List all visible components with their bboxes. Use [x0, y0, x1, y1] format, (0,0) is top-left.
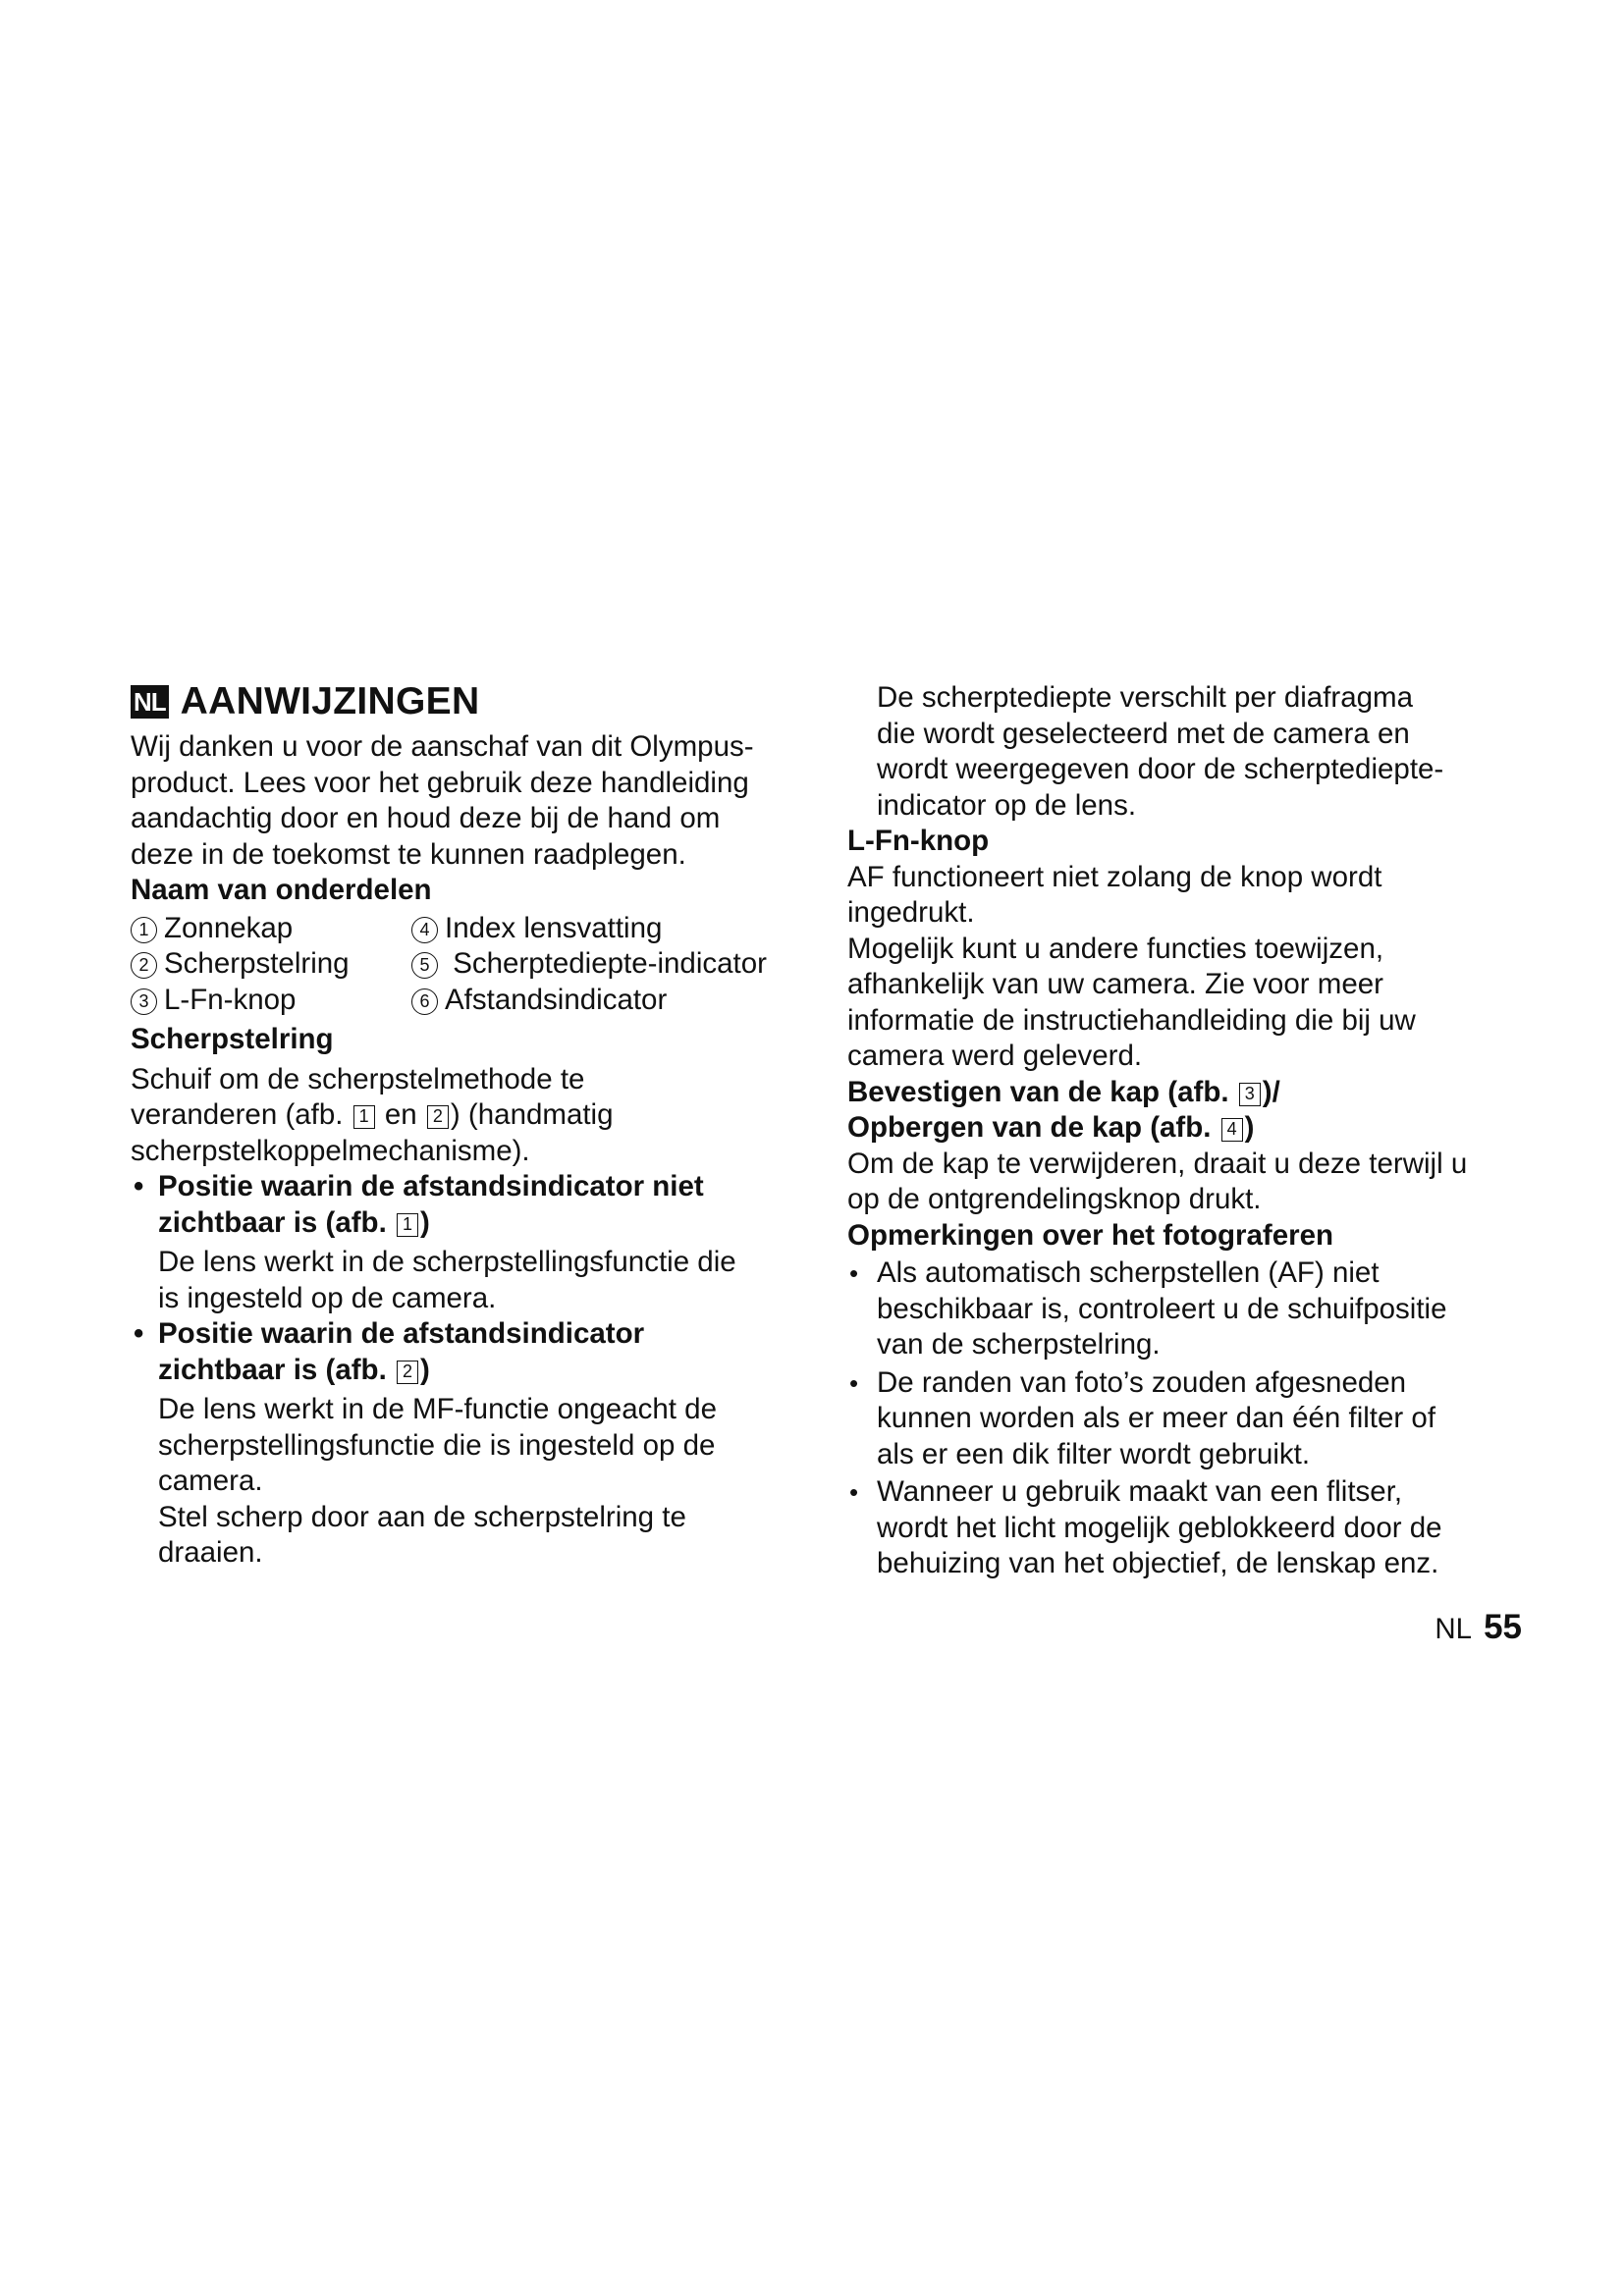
bullet-body-line: is ingesteld op de camera. — [158, 1281, 497, 1314]
bullet-heading-line: • Positie waarin de afstandsindicator — [158, 1317, 645, 1350]
ring-text: veranderen (afb. — [131, 1098, 344, 1131]
continued-line: De scherptediepte verschilt per diafragma — [877, 681, 1414, 714]
figure-ref: 1 — [397, 1213, 418, 1237]
lfn-paragraph — [847, 860, 1525, 1075]
note-line: • De randen van foto’s zouden afgesneden — [877, 1365, 1407, 1399]
cap-heading-text: ) — [1244, 1111, 1255, 1144]
parts-list — [131, 911, 818, 1019]
part-item — [131, 983, 411, 1019]
note-line: • Als automatisch scherpstellen (AF) niet — [877, 1256, 1380, 1289]
part-number: 6 — [411, 988, 438, 1015]
cap-heading — [847, 1075, 1525, 1147]
cap-heading-text: Bevestigen van de kap (afb. — [847, 1075, 1229, 1108]
figure-ref: 4 — [1221, 1118, 1243, 1142]
bullet-body-line: draaien. — [158, 1536, 263, 1569]
ring-paragraph — [131, 1062, 818, 1170]
figure-ref: 2 — [397, 1361, 418, 1384]
bullet-body-line: De lens werkt in de MF-functie ongeacht de — [158, 1393, 717, 1425]
note-line: als er een dik filter wordt gebruikt. — [877, 1437, 1311, 1470]
page-footer — [1435, 1608, 1522, 1647]
note-item — [847, 1255, 1525, 1363]
cap-paragraph — [847, 1147, 1525, 1218]
title-text: AANWIJZINGEN — [180, 680, 480, 722]
ring-line — [131, 1097, 818, 1134]
right-column — [847, 680, 1525, 1582]
cap-heading-line — [847, 1075, 1525, 1111]
ring-line: Schuif om de scherpstelmethode te — [131, 1062, 585, 1095]
part-item — [411, 911, 818, 947]
note-item — [847, 1474, 1525, 1582]
continued-paragraph — [847, 680, 1525, 824]
footer-language: NL — [1435, 1613, 1473, 1645]
part-item — [411, 946, 818, 983]
ring-line: scherpstelkoppelmechanisme). — [131, 1134, 530, 1167]
part-item — [131, 946, 411, 983]
part-label: Scherptediepte-indicator — [445, 947, 767, 980]
ring-heading: Scherpstelring — [131, 1023, 334, 1055]
ring-text: ) (handmatig — [450, 1098, 614, 1131]
bullet-heading — [131, 1169, 818, 1241]
intro-line: aandachtig door en houd deze bij de hand om — [131, 802, 721, 834]
lfn-line: camera werd geleverd. — [847, 1040, 1143, 1072]
part-label: Zonnekap — [164, 911, 294, 944]
lfn-line: AF functioneert niet zolang de knop wordt — [847, 860, 1382, 893]
lfn-line: Mogelijk kunt u andere functies toewijzen, — [847, 932, 1384, 965]
bullet-body-line: Stel scherp door aan de scherpstelring te — [158, 1500, 686, 1533]
part-number: 1 — [131, 917, 157, 943]
bullet-heading-line — [158, 1205, 818, 1242]
parts-heading: Naam van onderdelen — [131, 874, 432, 906]
bullet-heading-text: ) — [419, 1353, 430, 1386]
continued-line: wordt weergegeven door de scherptediepte- — [877, 753, 1444, 785]
part-label: Scherpstelring — [164, 947, 350, 980]
cap-line: op de ontgrendelingsknop drukt. — [847, 1183, 1262, 1215]
bullet-body-line: De lens werkt in de scherpstellingsfunctie die — [158, 1246, 736, 1278]
cap-line: Om de kap te verwijderen, draait u deze terwijl u — [847, 1147, 1468, 1180]
cap-heading-text: )/ — [1262, 1075, 1280, 1108]
part-label: Afstandsindicator — [445, 983, 668, 1016]
bullet-heading-text: ) — [419, 1205, 430, 1239]
continued-line: die wordt geselecteerd met de camera en — [877, 717, 1410, 750]
lfn-line: ingedrukt. — [847, 896, 975, 929]
bullet-heading — [131, 1316, 818, 1388]
bullet-body — [131, 1245, 818, 1316]
part-item — [131, 911, 411, 947]
note-line: wordt het licht mogelijk geblokkeerd door de — [877, 1511, 1442, 1544]
note-item — [847, 1365, 1525, 1473]
note-line: van de scherpstelring. — [877, 1328, 1161, 1361]
part-number: 2 — [131, 952, 157, 979]
part-item — [411, 983, 818, 1019]
note-line: kunnen worden als er meer dan één filter of — [877, 1402, 1436, 1434]
ring-text: en — [384, 1098, 417, 1131]
figure-ref: 3 — [1239, 1083, 1261, 1106]
notes-heading: Opmerkingen over het fotograferen — [847, 1218, 1334, 1252]
bullet-heading-line — [158, 1353, 818, 1389]
figure-ref: 1 — [353, 1105, 375, 1129]
left-column — [131, 680, 818, 1572]
part-number: 4 — [411, 917, 438, 943]
lfn-heading: L-Fn-knop — [847, 825, 990, 857]
section-title — [131, 680, 818, 723]
bullet-heading-line: • Positie waarin de afstandsindicator niet — [158, 1170, 704, 1202]
note-line: beschikbaar is, controleert u de schuifpositie — [877, 1292, 1447, 1325]
bullet-body — [131, 1392, 818, 1572]
continued-line: indicator op de lens. — [877, 788, 1137, 822]
intro-line: Wij danken u voor de aanschaf van dit Olympus- — [131, 730, 754, 763]
bullet-body-line: scherpstellingsfunctie die is ingesteld op de — [158, 1428, 716, 1462]
intro-line: product. Lees voor het gebruik deze handleiding — [131, 766, 749, 799]
note-line: • Wanneer u gebruik maakt van een flitser, — [877, 1475, 1403, 1508]
page-number: 55 — [1484, 1608, 1522, 1646]
lfn-line: informatie de instructiehandleiding die bij uw — [847, 1003, 1416, 1037]
part-label: L-Fn-knop — [164, 983, 297, 1016]
figure-ref: 2 — [427, 1105, 449, 1129]
intro-paragraph — [131, 729, 818, 873]
bullet-heading-text: zichtbaar is (afb. — [158, 1353, 387, 1386]
cap-heading-text: Opbergen van de kap (afb. — [847, 1111, 1212, 1144]
intro-line: deze in de toekomst te kunnen raadplegen. — [131, 837, 686, 871]
part-number: 3 — [131, 988, 157, 1015]
language-badge: NL — [131, 685, 169, 719]
part-number: 5 — [411, 952, 438, 979]
cap-heading-line — [847, 1110, 1525, 1147]
bullet-body-line: camera. — [158, 1465, 263, 1497]
part-label: Index lensvatting — [445, 911, 663, 944]
lfn-line: afhankelijk van uw camera. Zie voor meer — [847, 968, 1383, 1000]
bullet-heading-text: zichtbaar is (afb. — [158, 1205, 387, 1239]
note-line: behuizing van het objectief, de lenskap enz. — [877, 1547, 1439, 1579]
